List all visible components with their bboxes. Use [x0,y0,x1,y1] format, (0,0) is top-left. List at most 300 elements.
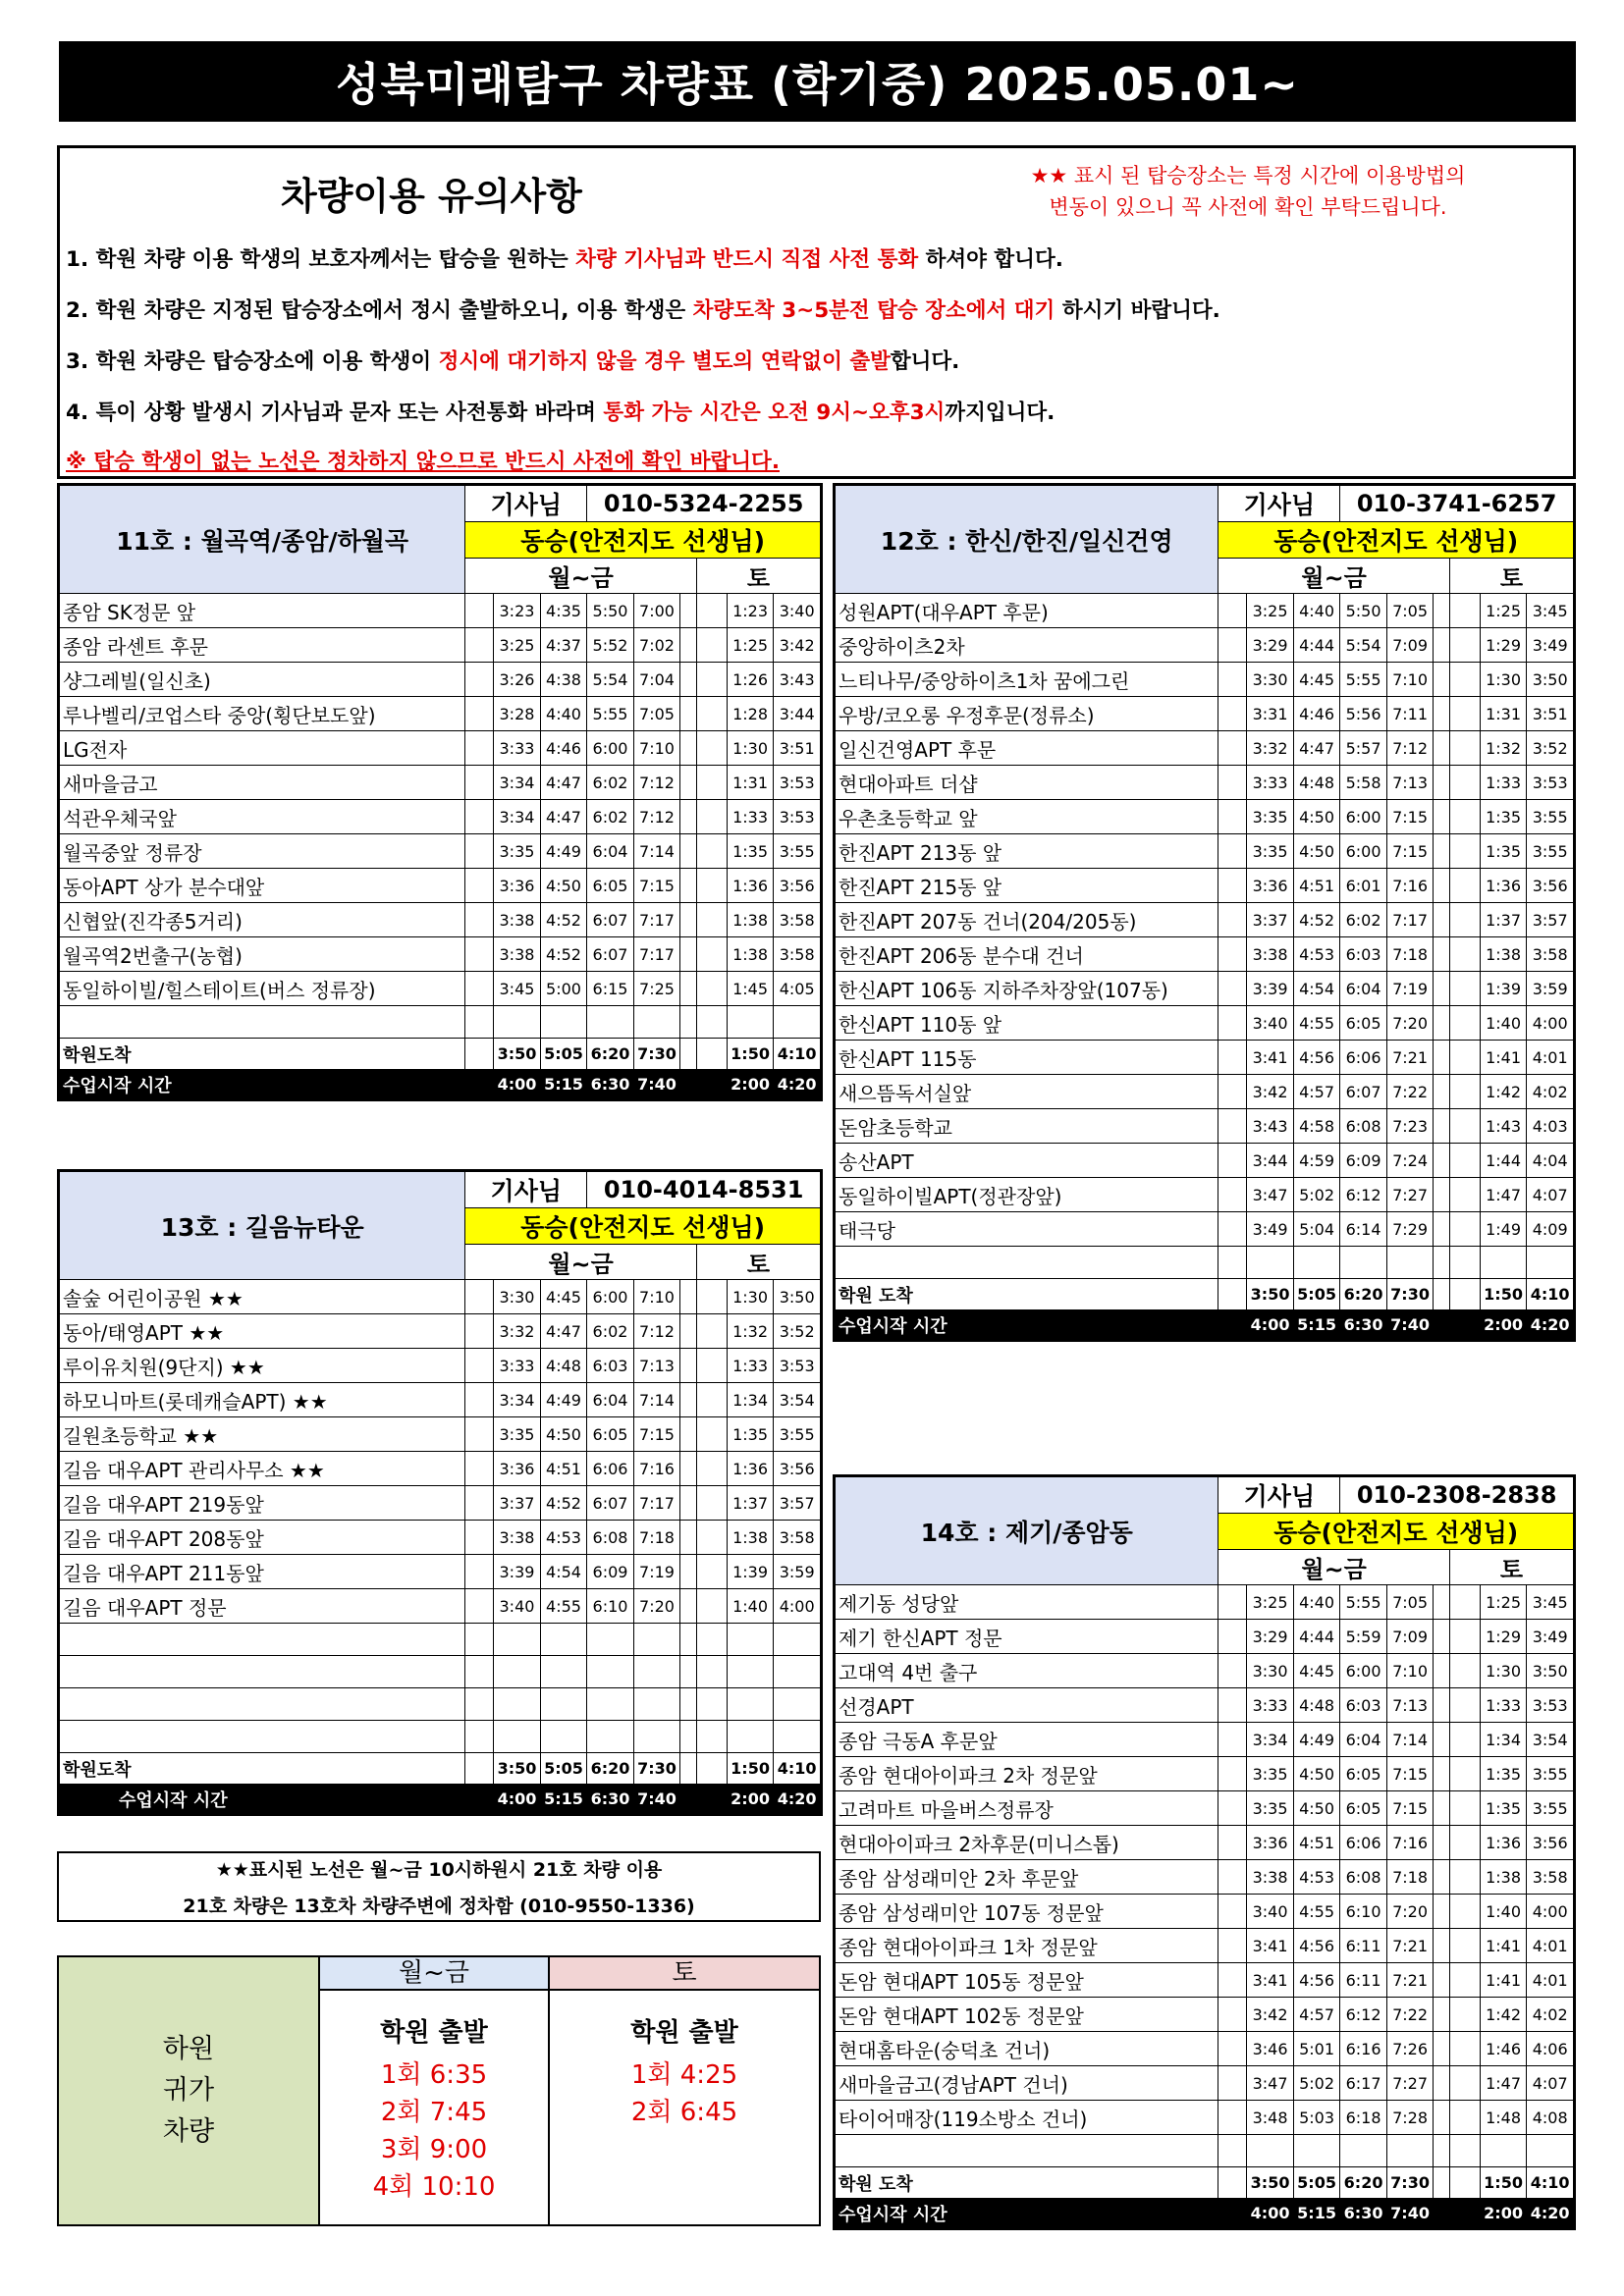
spacer-cell [696,800,727,834]
spacer-cell [1218,1279,1247,1310]
stop-name: 동아APT 상가 분수대앞 [60,869,465,903]
weekday-time: 3:34 [494,1383,541,1417]
stop-name: 새마을금고(경남APT 건너) [836,2066,1218,2101]
empty-cell [633,1656,680,1688]
spacer-cell [1434,869,1450,903]
notice-text: 하시기 바랍니다. [1055,298,1220,323]
spacer-cell [1449,1075,1480,1109]
saturday-time: 3:58 [774,1521,821,1555]
stop-name: 일신건영APT 후문 [836,731,1218,766]
spacer-cell [680,628,697,663]
spacer-cell [1434,800,1450,834]
spacer-cell [1218,731,1247,766]
saturday-time: 4:05 [774,972,821,1006]
saturday-time: 3:55 [1527,800,1574,834]
weekday-time: 3:35 [494,1417,541,1452]
stop-row [836,1585,1574,1620]
spacer-cell [680,1589,697,1624]
spacer-cell [1434,1144,1450,1178]
saturday-time: 1:46 [1480,2032,1527,2066]
stop-name: 태극당 [836,1212,1218,1247]
spacer-cell [1434,1654,1450,1688]
empty-cell [1449,2135,1480,2167]
weekday-time: 7:12 [1386,731,1434,766]
spacer-cell [680,1486,697,1521]
spacer-cell [680,663,697,697]
saturday-time: 3:56 [1527,869,1574,903]
saturday-time: 1:35 [1480,1791,1527,1826]
route-title: 14호 : 제기/종암동 [836,1477,1218,1585]
weekday-time: 6:11 [1340,1929,1387,1963]
spacer-cell [1218,1860,1247,1895]
return-label-line: 귀가 [162,2075,215,2106]
stop-row [836,2066,1574,2101]
class-start-saturday-time: 4:20 [1527,2199,1574,2228]
stop-row [60,903,821,937]
saturday-time: 3:45 [1527,1585,1574,1620]
weekday-time: 7:10 [633,731,680,766]
stop-row [836,903,1574,937]
return-time: 4회 10:10 [372,2172,496,2202]
spacer-cell [1434,1791,1450,1826]
spacer-cell [696,1486,727,1521]
class-start-saturday-time: 2:00 [1480,1310,1527,1340]
stop-row [836,1041,1574,1075]
weekday-time: 3:35 [1247,834,1294,869]
saturday-time: 3:56 [774,1452,821,1486]
weekday-time: 4:59 [1293,1144,1340,1178]
spacer-cell [1449,594,1480,628]
depart-label: 학원 출발 [630,2018,738,2048]
arrival-weekday-time: 7:30 [633,1039,680,1070]
spacer-cell [696,1785,727,1814]
weekday-time: 6:00 [1340,800,1387,834]
weekday-time: 7:29 [1386,1212,1434,1247]
weekday-time: 4:49 [1293,1723,1340,1757]
spacer-cell [1434,697,1450,731]
weekday-time: 6:17 [1340,2066,1387,2101]
class-start-saturday-time: 2:00 [1480,2199,1527,2228]
weekday-time: 7:21 [1386,1929,1434,1963]
spacer-cell [1449,1654,1480,1688]
spacer-cell [680,697,697,731]
class-start-weekday-time: 4:00 [1247,1310,1294,1340]
weekday-time: 6:05 [587,869,634,903]
class-start-saturday-time: 4:20 [1527,1310,1574,1340]
spacer-cell [1218,937,1247,972]
spacer-cell [1449,1178,1480,1212]
saturday-time: 3:55 [1527,1757,1574,1791]
saturday-time: 3:52 [774,1314,821,1349]
spacer-cell [680,1314,697,1349]
stop-row [836,1826,1574,1860]
weekday-time: 4:57 [1293,1998,1340,2032]
weekday-time: 4:50 [540,869,587,903]
spacer-cell [1449,1757,1480,1791]
stop-row [60,834,821,869]
weekday-time: 7:09 [1386,1620,1434,1654]
stop-row [836,731,1574,766]
spacer-cell [465,1383,494,1417]
weekday-time: 6:09 [1340,1144,1387,1178]
weekday-time: 7:14 [633,834,680,869]
weekday-time: 4:52 [540,937,587,972]
empty-cell [633,1688,680,1721]
driver-phone: 010-3741-6257 [1340,486,1574,522]
weekday-time: 4:51 [1293,869,1340,903]
spacer-cell [1434,834,1450,869]
driver-phone: 010-4014-8531 [587,1172,821,1208]
saturday-time: 3:56 [774,869,821,903]
weekday-time: 6:07 [587,1486,634,1521]
spacer-cell [465,1753,494,1785]
weekday-time: 3:46 [1247,2032,1294,2066]
weekday-time: 6:08 [1340,1109,1387,1144]
saturday-time: 1:32 [727,1314,774,1349]
weekday-time: 6:04 [1340,1723,1387,1757]
saturday-time: 1:39 [727,1555,774,1589]
spacer-cell [1218,1963,1247,1998]
saturday-time: 1:45 [727,972,774,1006]
saturday-time: 1:30 [1480,1654,1527,1688]
weekday-time: 3:26 [494,663,541,697]
weekday-time: 4:38 [540,663,587,697]
spacer-cell [1449,1109,1480,1144]
spacer-cell [1218,1006,1247,1041]
empty-cell [465,1006,494,1039]
weekday-time: 5:02 [1293,2066,1340,2101]
stop-name: 새으뜸독서실앞 [836,1075,1218,1109]
stop-name: 종암 현대아이파크 2차 정문앞 [836,1757,1218,1791]
spacer-cell [696,731,727,766]
weekday-time: 6:07 [587,937,634,972]
spacer-cell [696,1349,727,1383]
empty-cell [60,1656,465,1688]
weekday-time: 4:52 [540,1486,587,1521]
empty-cell [1340,1247,1387,1279]
stop-row [60,800,821,834]
empty-cell [1527,2135,1574,2167]
weekday-time: 7:21 [1386,1041,1434,1075]
spacer-cell [680,594,697,628]
empty-cell [774,1006,821,1039]
spacer-cell [1434,594,1450,628]
class-start-weekday-time: 6:30 [587,1785,634,1814]
weekday-time: 4:55 [540,1589,587,1624]
companion-label: 동승(안전지도 선생님) [1218,522,1574,559]
saturday-time: 1:33 [727,800,774,834]
saturday-time: 3:53 [774,800,821,834]
saturday-time: 3:53 [774,1349,821,1383]
spacer-cell [1218,1041,1247,1075]
spacer-cell [1449,731,1480,766]
weekday-time: 3:34 [494,766,541,800]
empty-cell [680,1688,697,1721]
spacer-cell [680,800,697,834]
spacer-cell [680,1070,697,1099]
weekday-time: 5:56 [1340,697,1387,731]
weekday-time: 4:50 [1293,1791,1340,1826]
notice-warning [66,445,780,475]
notice-emphasis: 정시에 대기하지 않을 경우 별도의 연락없이 출발 [438,349,891,374]
saturday-time: 3:51 [774,731,821,766]
spacer-cell [1449,903,1480,937]
return-time: 1회 6:35 [380,2060,488,2090]
spacer-cell [465,731,494,766]
saturday-time: 3:49 [1527,628,1574,663]
weekday-time: 3:47 [1247,2066,1294,2101]
weekday-time: 6:05 [1340,1006,1387,1041]
spacer-cell [1218,1826,1247,1860]
spacer-cell [465,1486,494,1521]
weekday-time: 3:36 [1247,869,1294,903]
notice-text: 까지입니다. [945,400,1056,425]
stop-row [60,1589,821,1624]
weekday-time: 6:04 [587,834,634,869]
weekday-time: 4:48 [1293,1688,1340,1723]
stop-name: 하모니마트(롯데캐슬APT) ★★ [60,1383,465,1417]
weekday-time: 7:05 [633,697,680,731]
weekday-time: 6:00 [587,1280,634,1314]
empty-cell [727,1624,774,1656]
weekday-time: 7:17 [633,1486,680,1521]
empty-cell [774,1721,821,1753]
weekday-time: 6:00 [1340,834,1387,869]
saturday-time: 3:57 [1527,903,1574,937]
saturday-time: 1:25 [1480,594,1527,628]
saturday-time: 1:25 [727,628,774,663]
weekday-time: 7:20 [1386,1006,1434,1041]
spacer-cell [696,1280,727,1314]
weekday-time: 5:00 [540,972,587,1006]
saturday-time: 3:50 [1527,1654,1574,1688]
weekday-time: 7:10 [633,1280,680,1314]
empty-cell [1247,1247,1294,1279]
saturday-time: 4:00 [1527,1006,1574,1041]
empty-cell [1527,1247,1574,1279]
route-title: 11호 : 월곡역/종암/하월곡 [60,486,465,594]
stop-name: 신협앞(진각종5거리) [60,903,465,937]
saturday-time: 1:35 [727,834,774,869]
class-start-weekday-time: 7:40 [633,1785,680,1814]
weekday-time: 3:41 [1247,1929,1294,1963]
return-saturday-column [550,1991,819,2224]
empty-cell [696,1721,727,1753]
notice-text: 하셔야 합니다. [918,247,1063,272]
spacer-cell [696,903,727,937]
weekday-time: 6:10 [1340,1895,1387,1929]
spacer-cell [1434,2199,1450,2228]
driver-label: 기사님 [1218,486,1340,522]
saturday-time: 1:40 [1480,1006,1527,1041]
weekday-time: 3:40 [1247,1895,1294,1929]
stop-name: 샹그레빌(일신초) [60,663,465,697]
companion-label: 동승(안전지도 선생님) [465,1208,821,1245]
weekday-time: 5:55 [1340,663,1387,697]
saturday-time: 1:43 [1480,1109,1527,1144]
empty-cell [494,1624,541,1656]
stop-name: 돈암초등학교 [836,1109,1218,1144]
empty-cell [540,1656,587,1688]
weekday-time: 4:35 [540,594,587,628]
saturday-time: 1:33 [727,1349,774,1383]
spacer-cell [1218,2066,1247,2101]
saturday-time: 4:04 [1527,1144,1574,1178]
empty-cell [1293,2135,1340,2167]
class-start-label: 수업시작 시간 [60,1785,494,1814]
stop-name: 동일하이빌APT(정관장앞) [836,1178,1218,1212]
stop-row [60,972,821,1006]
stop-row [60,697,821,731]
spacer-cell [1449,697,1480,731]
empty-cell [587,1721,634,1753]
stop-row [60,1314,821,1349]
spacer-cell [1449,1279,1480,1310]
spacer-cell [1218,594,1247,628]
weekday-time: 4:49 [540,1383,587,1417]
weekday-time: 3:36 [1247,1826,1294,1860]
spacer-cell [1434,1860,1450,1895]
arrival-weekday-time: 5:05 [1293,2167,1340,2199]
arrival-label: 학원 도착 [836,2167,1218,2199]
spacer-cell [1218,697,1247,731]
saturday-time: 4:07 [1527,1178,1574,1212]
spacer-cell [1434,1929,1450,1963]
stop-row [836,1998,1574,2032]
weekday-time: 3:30 [494,1280,541,1314]
saturday-time: 3:49 [1527,1620,1574,1654]
stop-name: 한진APT 207동 건너(204/205동) [836,903,1218,937]
empty-cell [465,1624,494,1656]
spacer-cell [465,663,494,697]
stop-row [60,1349,821,1383]
empty-cell [1386,2135,1434,2167]
spacer-cell [465,1349,494,1383]
weekday-time: 6:10 [587,1589,634,1624]
arrival-row [836,1279,1574,1310]
weekday-time: 7:21 [1386,1963,1434,1998]
stop-name: 길음 대우APT 정문 [60,1589,465,1624]
weekday-time: 4:44 [1293,628,1340,663]
spacer-cell [696,1452,727,1486]
stop-name: 길원초등학교 ★★ [60,1417,465,1452]
spacer-cell [1449,800,1480,834]
spacer-cell [1434,2066,1450,2101]
saturday-time: 4:01 [1527,1963,1574,1998]
weekday-time: 4:47 [1293,731,1340,766]
class-start-weekday-time: 6:30 [1340,1310,1387,1340]
spacer-cell [1218,2032,1247,2066]
spacer-cell [1449,2032,1480,2066]
stop-name: 동일하이빌/힐스테이트(버스 정류장) [60,972,465,1006]
stop-row [60,1452,821,1486]
spacer-cell [696,1555,727,1589]
empty-cell [1480,1247,1527,1279]
spacer-cell [1449,2199,1480,2228]
weekday-time: 6:08 [1340,1860,1387,1895]
notice-item-4 [66,396,1055,426]
weekday-time: 6:02 [587,766,634,800]
stop-name: 느티나무/중앙하이츠1차 꿈에그린 [836,663,1218,697]
spacer-cell [1218,1212,1247,1247]
stop-row [836,663,1574,697]
saturday-time: 1:40 [1480,1895,1527,1929]
stop-name: 종암 삼성래미안 107동 정문앞 [836,1895,1218,1929]
weekday-time: 5:58 [1340,766,1387,800]
stop-row [836,937,1574,972]
weekday-header: 월~금 [465,559,697,594]
spacer-cell [680,1417,697,1452]
weekday-time: 7:17 [1386,903,1434,937]
weekday-header: 월~금 [1218,1550,1449,1585]
arrival-weekday-time: 5:05 [540,1039,587,1070]
stop-name: 타이어매장(119소방소 건너) [836,2101,1218,2135]
spacer-cell [1449,869,1480,903]
arrival-saturday-time: 1:50 [727,1039,774,1070]
companion-label: 동승(안전지도 선생님) [465,522,821,559]
return-time: 1회 4:25 [630,2060,738,2090]
stop-name: 한신APT 106동 지하주차장앞(107동) [836,972,1218,1006]
weekday-time: 5:03 [1293,2101,1340,2135]
stop-name: 돈암 현대APT 105동 정문앞 [836,1963,1218,1998]
empty-cell [696,1688,727,1721]
empty-cell [60,1624,465,1656]
weekday-time: 7:00 [633,594,680,628]
weekday-time: 7:15 [1386,1791,1434,1826]
empty-cell [540,1688,587,1721]
weekday-time: 7:10 [1386,663,1434,697]
arrival-weekday-time: 3:50 [494,1039,541,1070]
weekday-time: 7:15 [1386,834,1434,869]
empty-cell [465,1688,494,1721]
notice-text: 4. 특이 상황 발생시 기사님과 문자 또는 사전통화 바라며 [66,400,604,425]
weekday-time: 3:25 [1247,1585,1294,1620]
weekday-time: 7:14 [633,1383,680,1417]
stop-name: 우촌초등학교 앞 [836,800,1218,834]
weekday-time: 3:29 [1247,628,1294,663]
saturday-time: 1:31 [1480,697,1527,731]
empty-row [60,1721,821,1753]
weekday-time: 6:06 [587,1452,634,1486]
spacer-cell [1434,1826,1450,1860]
notice-title: 차량이용 유의사항 [281,175,582,218]
stop-row [836,2101,1574,2135]
saturday-time: 3:55 [1527,834,1574,869]
saturday-time: 1:30 [1480,663,1527,697]
stop-name: 한신APT 115동 [836,1041,1218,1075]
driver-phone: 010-5324-2255 [587,486,821,522]
stop-name: 한진APT 206동 분수대 건너 [836,937,1218,972]
weekday-time: 4:40 [1293,1585,1340,1620]
arrival-weekday-time: 6:20 [587,1039,634,1070]
saturday-time: 3:53 [1527,766,1574,800]
saturday-time: 1:38 [1480,1860,1527,1895]
stop-row [60,1555,821,1589]
empty-cell [465,1721,494,1753]
spacer-cell [1449,1998,1480,2032]
weekday-time: 7:11 [1386,697,1434,731]
stop-row [60,1417,821,1452]
weekday-time: 3:37 [1247,903,1294,937]
weekday-time: 4:45 [1293,1654,1340,1688]
weekday-time: 6:03 [1340,937,1387,972]
saturday-time: 4:09 [1527,1212,1574,1247]
arrival-row [60,1753,821,1785]
stop-row [60,594,821,628]
weekday-time: 3:38 [494,903,541,937]
stop-row [60,1486,821,1521]
empty-cell [1434,1247,1450,1279]
